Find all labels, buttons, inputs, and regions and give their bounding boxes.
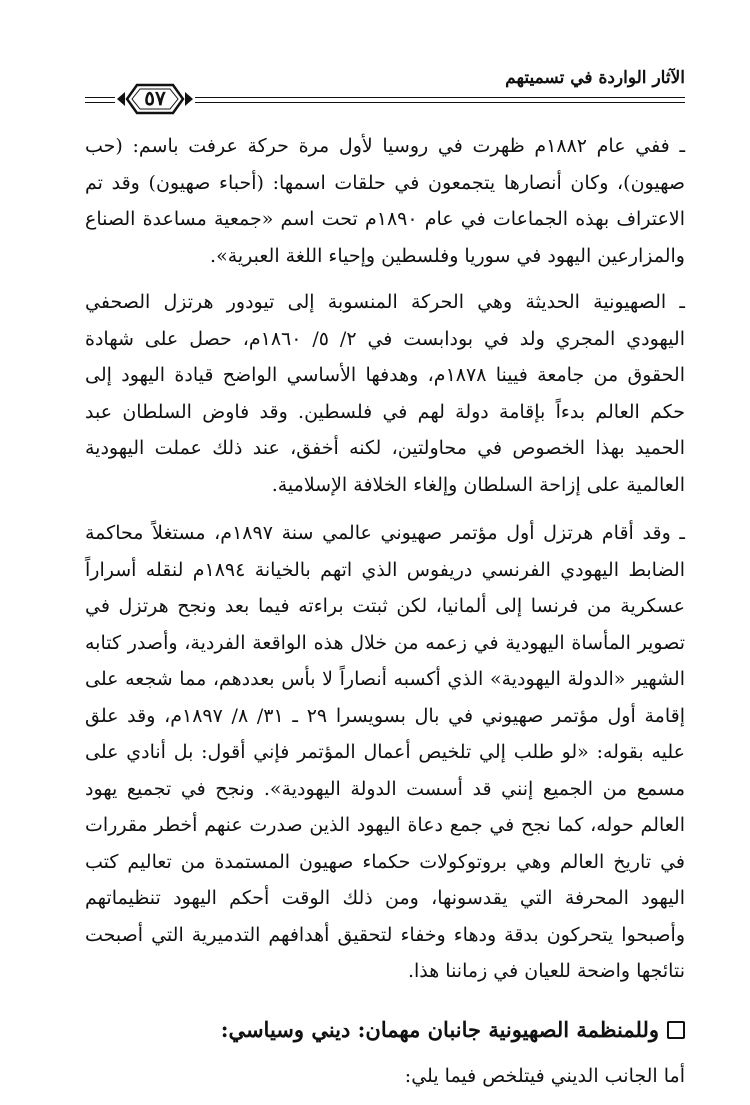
- header-rule: [85, 97, 115, 98]
- header-rule: [195, 102, 685, 103]
- page-header: [85, 62, 685, 118]
- closing-line: أما الجانب الديني فيتلخص فيما يلي:: [404, 1064, 685, 1087]
- square-bullet-icon: [667, 1021, 685, 1039]
- page-body: [85, 128, 685, 1094]
- page-number: ٥٧: [144, 86, 166, 110]
- paragraph-modern-zionism: ـ الصهيونية الحديثة وهي الحركة المنسوبة إلى تيودور هرتزل الصحفي اليهودي المجري ولد في بودابست في ٢/ ٥/ ١٨٦٠م، حصل على شهادة الحقوق من جامعة فيينا ١٨٧٨م، وهدفها الأساسي الواضح قيادة اليهود إلى حكم العالم بدءاً بإقامة دولة لهم في فلسطين. وقد فاوض السلطان عبد الحميد بهذا الخصوص في محاولتين، لكنه أخفق، عند ذلك عملت اليهودية العالمية على إزاحة السلطان وإلغاء الخلافة الإسلامية.: [85, 291, 685, 496]
- section-heading-text: وللمنظمة الصهيونية جانبان مهمان: ديني وسياسي:: [220, 1016, 659, 1042]
- paragraph-hibbat-zion: ـ ففي عام ١٨٨٢م ظهرت في روسيا لأول مرة حركة عرفت باسم: (حب صهيون)، وكان أنصارها يتجمعون في حلقات اسمها: (أحباء صهيون) وقد تم الاعتراف بهذه الجماعات في عام ١٨٩٠م تحت اسم «جمعية مساعدة الصناع والمزارعين اليهود في سوريا وفلسطين وإحياء اللغة العبرية».: [85, 135, 686, 267]
- page-number-badge: [115, 80, 195, 118]
- running-title: الآثار الواردة في تسميتهم: [505, 68, 685, 88]
- paragraph-herzl-congress: ـ وقد أقام هرتزل أول مؤتمر صهيوني عالمي سنة ١٨٩٧م، مستغلاً محاكمة الضابط اليهودي الفرنسي دريفوس الذي اتهم بالخيانة ١٨٩٤م لنقله أسراراً عسكرية من فرنسا إلى ألمانيا، لكن ثبتت براءته فيما بعد ونجح هرتزل في تصوير المأساة اليهودية في زعمه من خلال هذه الواقعة الفردية، وأصدر كتابه الشهير «الدولة اليهودية» الذي أكسبه أنصاراً لا بأس بعددهم، مما شجعه على إقامة أول مؤتمر صهيوني في بال بسويسرا ٢٩ ـ ٣١/ ٨/ ١٨٩٧م، وقد علق عليه بقوله: «لو طلب إلي تلخيص أعمال المؤتمر فإني أقول: بل أنادي على مسمع من الجميع إنني قد أسست الدولة اليهودية». ونجح في تجميع يهود العالم حوله، كما نجح في جمع دعاة اليهود الذين صدرت عنهم أخطر مقررات في تاريخ العالم وهي بروتوكولات حكماء صهيون المستمدة من تعاليم كتب اليهود المحرفة التي يقدسونها، ومن ذلك الوقت أحكم اليهود تنظيماتهم وأصبحوا يتحركون بدقة ودهاء وخفاء لتحقيق أهدافهم التدميرية التي أصبحت نتائجها واضحة للعيان في زماننا هذا.: [85, 522, 685, 982]
- header-rule: [195, 97, 685, 98]
- header-rule: [85, 102, 115, 103]
- section-heading: [85, 1012, 685, 1048]
